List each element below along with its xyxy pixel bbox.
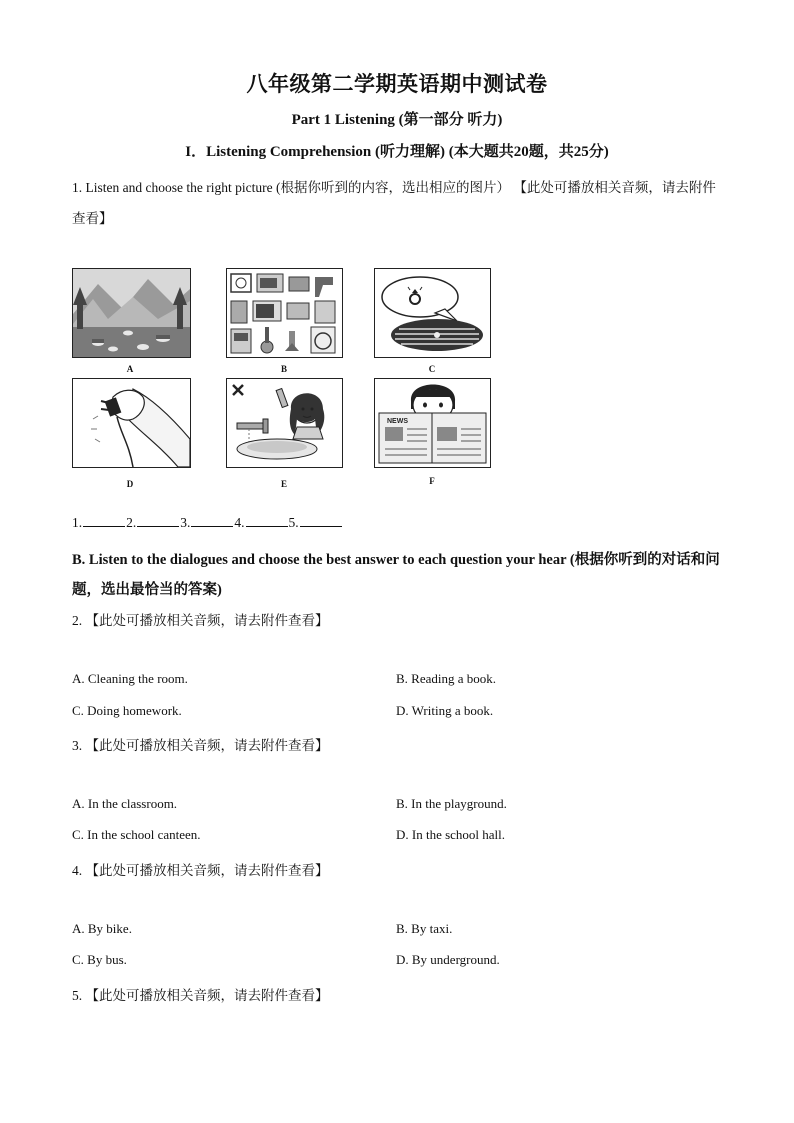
question-1-instruction: 1. Listen and choose the right picture (根据你听到的内容，选出相应的图片） 【此处可播放相关音频，请去附件查看】 [72,180,716,226]
blank-label: 4. [234,515,245,530]
question-3-option-a[interactable]: A. In the classroom. [72,796,178,811]
page-title: 八年级第二学期英语期中测试卷 [246,72,548,96]
question-2-option-b[interactable]: B. Reading a book. [396,671,497,686]
blank-label: 5. [288,515,299,530]
question-2-option-c[interactable]: C. Doing homework. [72,703,182,718]
question-4-option-a[interactable]: A. By bike. [72,921,132,936]
question-3-option-d[interactable]: D. In the school hall. [396,827,506,842]
question-4-option-c[interactable]: C. By bus. [72,952,127,967]
answer-blank-3[interactable] [191,514,233,527]
question-4-option-d[interactable]: D. By underground. [396,952,500,967]
blank-label: 2. [126,515,137,530]
man-reading-newspaper-picture [374,378,491,468]
picture-label-f: F [429,476,435,486]
answer-blank-4[interactable] [246,514,288,527]
question-5-stem: 5. 【此处可播放相关音频，请去附件查看】 [72,988,329,1003]
newspaper-headline: NEWS [387,418,408,425]
answer-blank-5[interactable] [300,514,342,527]
question-3-option-c[interactable]: C. In the school canteen. [72,827,201,842]
answer-blank-1[interactable] [83,514,125,527]
picture-label-e: E [280,479,287,489]
question-3-stem: 3. 【此处可播放相关音频，请去附件查看】 [72,738,329,753]
blank-label: 3. [180,515,191,530]
picture-label-d: D [126,479,134,489]
picture-label-c: C [428,364,436,374]
question-2-option-a[interactable]: A. Cleaning the room. [72,671,188,686]
forest-stumps-picture [72,268,191,358]
question-4-stem: 4. 【此处可播放相关音频，请去附件查看】 [72,863,329,878]
part-heading: Part 1 Listening (第一部分 听力) [291,112,503,128]
picture-label-a: A [126,364,134,374]
hand-unplugging-picture [72,378,191,468]
question-2-option-d[interactable]: D. Writing a book. [396,703,494,718]
blank-label: 1. [72,515,83,530]
picture-label-b: B [280,364,287,374]
answer-blank-2[interactable] [137,514,179,527]
section-heading: I．Listening Comprehension (听力理解) (本大题共20题，共25分) [185,144,609,160]
ring-on-drain-picture [374,268,491,358]
girl-at-tap-picture [226,378,343,468]
section-b-instruction: B. Listen to the dialogues and choose the best answer to each question your hear (根据你听到的对话和问题，选出最恰当的答案) [72,552,720,598]
question-4-option-b[interactable]: B. By taxi. [396,921,453,936]
question-2-stem: 2. 【此处可播放相关音频，请去附件查看】 [72,613,329,628]
question-1-blanks [72,514,343,531]
household-appliances-picture [226,268,343,358]
question-3-option-b[interactable]: B. In the playground. [396,796,507,811]
